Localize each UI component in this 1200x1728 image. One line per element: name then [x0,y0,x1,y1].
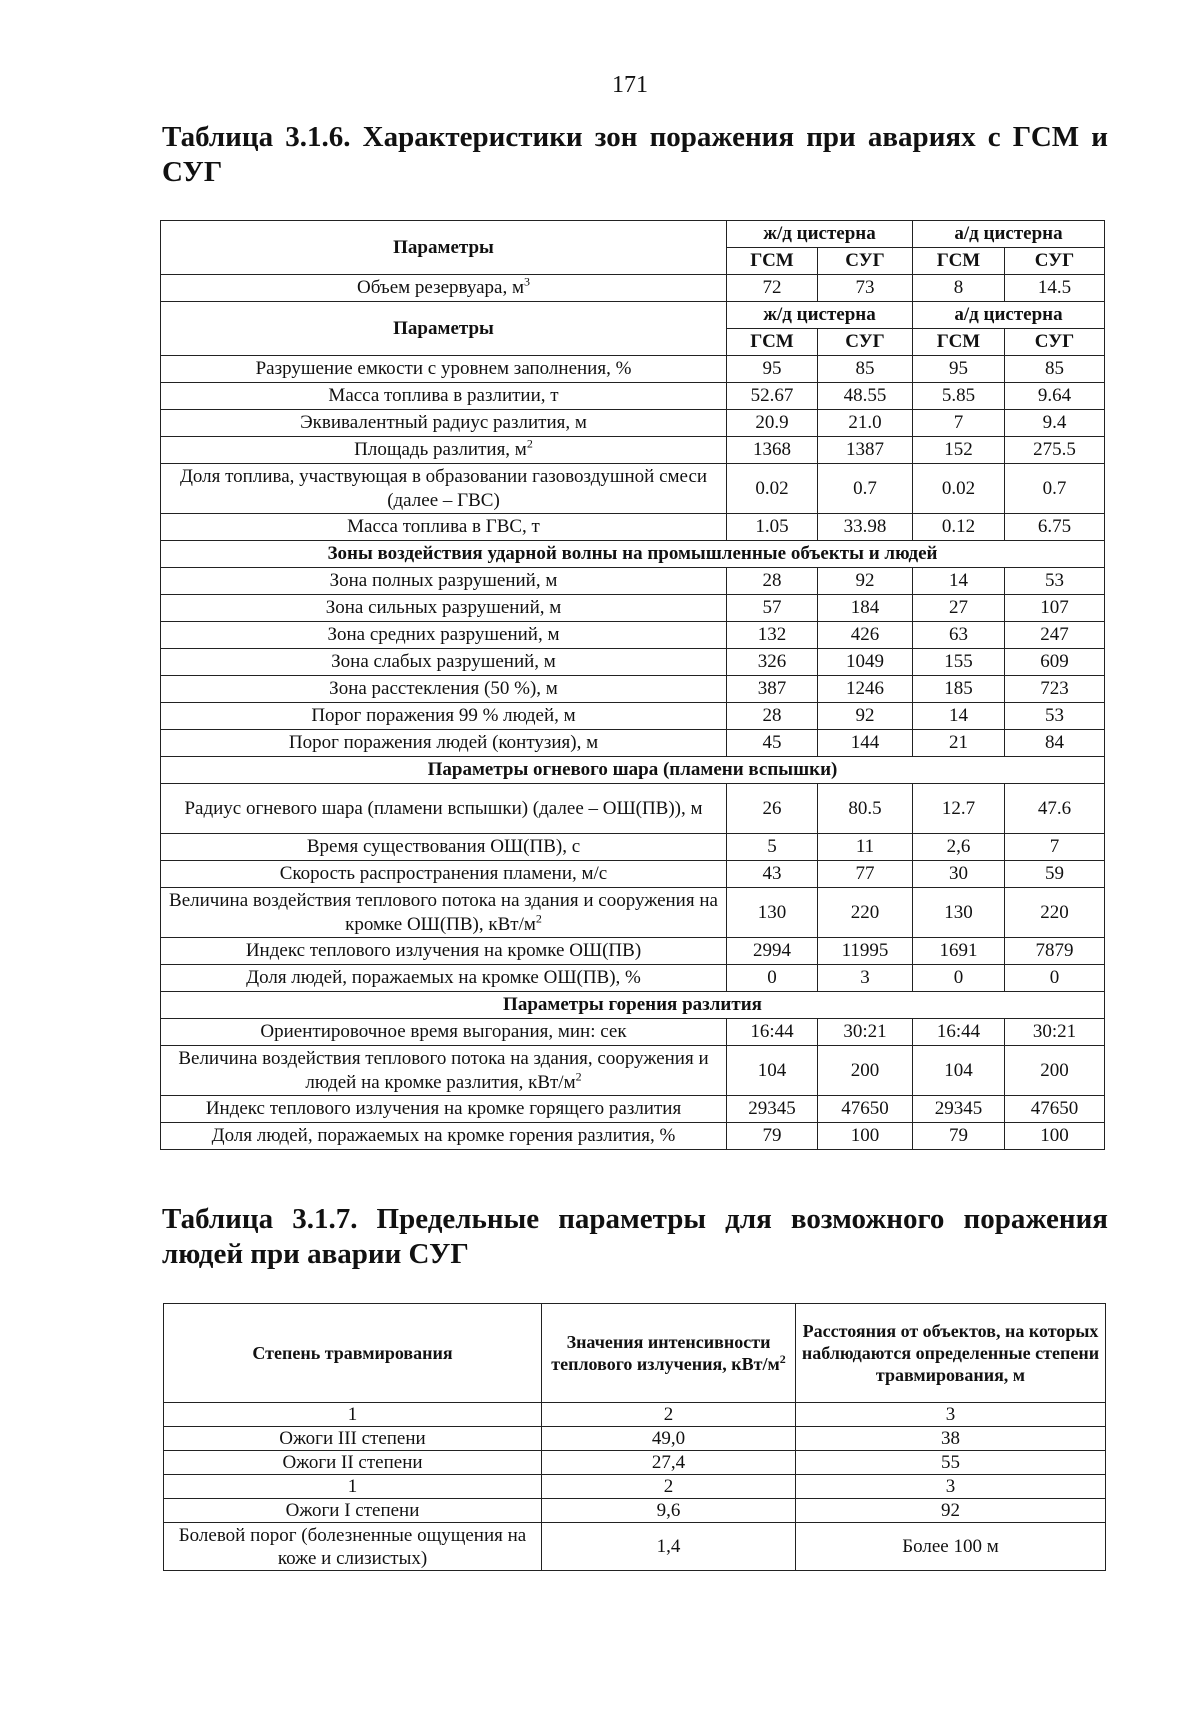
param-value: 200 [1005,1046,1105,1096]
volume-value: 72 [727,275,818,302]
param-label-text: Величина воздействия теплового потока на здания и сооружения на кромке ОШ(ПВ), кВт/м [169,889,718,935]
distance-value: 55 [796,1451,1106,1475]
param-value: 47650 [1005,1096,1105,1123]
table-row [164,1475,1106,1499]
table-row [161,1123,1105,1150]
param-value: 5 [727,834,818,861]
params-header: Параметры [161,221,727,275]
rail-tank-header: ж/д цистерна [727,302,913,329]
radiation-intensity-header-text: Значения интенсивности теплового излучения, кВт/м [551,1332,780,1374]
param-value: 130 [727,888,818,938]
table-row [161,383,1105,410]
table-row [161,275,1105,302]
table-row [161,861,1105,888]
injury-limits-table [163,1303,1106,1571]
param-value: 220 [818,888,913,938]
param-value: 30:21 [1005,1019,1105,1046]
section-shockwave: Зоны воздействия ударной волны на промышленные объекты и людей [161,541,1105,568]
volume-label-text: Объем резервуара, м [356,277,524,298]
table-row [161,992,1105,1019]
table-row [164,1499,1106,1523]
param-value: 12.7 [913,784,1005,834]
param-value: 95 [727,356,818,383]
param-value: 47650 [818,1096,913,1123]
table-row [161,834,1105,861]
table-row [161,464,1105,514]
distance-value: 92 [796,1499,1106,1523]
intensity-value: 9,6 [542,1499,796,1523]
distance-value: 3 [796,1475,1106,1499]
param-value: 20.9 [727,410,818,437]
road-tank-header: а/д цистерна [913,302,1105,329]
param-value: 104 [727,1046,818,1096]
param-label: Индекс теплового излучения на кромке горящего разлития [161,1096,727,1123]
param-label: Зона средних разрушений, м [161,622,727,649]
param-label: Индекс теплового излучения на кромке ОШ(ПВ) [161,938,727,965]
param-value: 100 [1005,1123,1105,1150]
param-value: 33.98 [818,514,913,541]
param-value: 185 [913,676,1005,703]
param-value: 0 [727,965,818,992]
param-value: 48.55 [818,383,913,410]
table-row [164,1427,1106,1451]
param-value: 59 [1005,861,1105,888]
param-label: Доля людей, поражаемых на кромке горения разлития, % [161,1123,727,1150]
param-value: 275.5 [1005,437,1105,464]
param-value: 28 [727,568,818,595]
sug-column-header: СУГ [818,329,913,356]
param-value: 387 [727,676,818,703]
param-value: 1246 [818,676,913,703]
param-value: 95 [913,356,1005,383]
param-value: 152 [913,437,1005,464]
param-value: 28 [727,703,818,730]
param-value: 1387 [818,437,913,464]
param-value: 9.4 [1005,410,1105,437]
param-value: 220 [1005,888,1105,938]
param-value: 3 [818,965,913,992]
param-label: Зона сильных разрушений, м [161,595,727,622]
param-value: 0.12 [913,514,1005,541]
param-value: 14 [913,703,1005,730]
param-value: 92 [818,703,913,730]
param-value: 52.67 [727,383,818,410]
distance-value: Более 100 м [796,1523,1106,1571]
volume-value: 14.5 [1005,275,1105,302]
param-value: 723 [1005,676,1105,703]
table-row [161,676,1105,703]
param-label: Доля людей, поражаемых на кромке ОШ(ПВ), % [161,965,727,992]
param-value: 43 [727,861,818,888]
param-label: Эквивалентный радиус разлития, м [161,410,727,437]
param-value: 107 [1005,595,1105,622]
param-value: 21 [913,730,1005,757]
param-value: 0 [913,965,1005,992]
param-value: 7 [1005,834,1105,861]
table-row [161,541,1105,568]
param-value: 26 [727,784,818,834]
param-value: 85 [1005,356,1105,383]
param-label: Зона слабых разрушений, м [161,649,727,676]
param-value: 53 [1005,568,1105,595]
distance-header: Расстояния от объектов, на которых наблюдаются определенные степени травмирования, м [796,1304,1106,1403]
param-label: Порог поражения 99 % людей, м [161,703,727,730]
param-label: Порог поражения людей (контузия), м [161,730,727,757]
param-value: 426 [818,622,913,649]
param-value: 29345 [727,1096,818,1123]
table-row [161,730,1105,757]
sug-column-header: СУГ [1005,248,1105,275]
param-value: 184 [818,595,913,622]
gsm-column-header: ГСМ [913,248,1005,275]
param-value: 92 [818,568,913,595]
param-value: 200 [818,1046,913,1096]
intensity-value: 49,0 [542,1427,796,1451]
table-row [161,1046,1105,1096]
table-row [161,221,1105,248]
intensity-value: 2 [542,1403,796,1427]
param-value: 104 [913,1046,1005,1096]
param-label: Доля топлива, участвующая в образовании газовоздушной смеси (далее – ГВС) [161,464,727,514]
injury-degree: 1 [164,1403,542,1427]
param-label-unit-superscript: 2 [575,1069,582,1084]
param-value: 326 [727,649,818,676]
injury-degree: Ожоги I степени [164,1499,542,1523]
param-value: 30:21 [818,1019,913,1046]
param-value: 11 [818,834,913,861]
param-value: 7 [913,410,1005,437]
intensity-value: 27,4 [542,1451,796,1475]
table-row [161,965,1105,992]
table-row [161,514,1105,541]
param-label-unit-superscript: 2 [526,436,533,451]
param-value: 132 [727,622,818,649]
table1-title: Таблица 3.1.6. Характеристики зон поражения при авариях с ГСМ и СУГ [162,121,1108,188]
radiation-intensity-header [542,1304,796,1403]
param-value: 11995 [818,938,913,965]
param-value: 0.7 [818,464,913,514]
param-label [161,1046,727,1096]
param-value: 27 [913,595,1005,622]
param-label: Масса топлива в разлитии, т [161,383,727,410]
volume-label [161,275,727,302]
intensity-value: 2 [542,1475,796,1499]
hazard-zones-table [160,220,1105,1150]
param-value: 80.5 [818,784,913,834]
param-value: 1691 [913,938,1005,965]
injury-degree: Болевой порог (болезненные ощущения на коже и слизистых) [164,1523,542,1571]
table-row [161,1096,1105,1123]
param-value: 2994 [727,938,818,965]
param-value: 79 [913,1123,1005,1150]
param-value: 16:44 [727,1019,818,1046]
injury-degree: Ожоги III степени [164,1427,542,1451]
param-label-text: Величина воздействия теплового потока на здания, сооружения и людей на кромке разлития, кВт/м [178,1047,709,1093]
param-label: Зона полных разрушений, м [161,568,727,595]
param-value: 29345 [913,1096,1005,1123]
table-row [161,784,1105,834]
table-row [161,595,1105,622]
table-row [161,622,1105,649]
param-value: 16:44 [913,1019,1005,1046]
injury-degree: Ожоги II степени [164,1451,542,1475]
table-row [161,888,1105,938]
gsm-column-header: ГСМ [913,329,1005,356]
table-row [164,1403,1106,1427]
volume-value: 73 [818,275,913,302]
param-label: Время существования ОШ(ПВ), с [161,834,727,861]
param-value: 63 [913,622,1005,649]
table-row [161,568,1105,595]
param-value: 0.02 [913,464,1005,514]
param-value: 130 [913,888,1005,938]
gsm-column-header: ГСМ [727,329,818,356]
gsm-column-header: ГСМ [727,248,818,275]
params-header: Параметры [161,302,727,356]
param-value: 79 [727,1123,818,1150]
param-value: 1.05 [727,514,818,541]
table-row [161,302,1105,329]
sug-column-header: СУГ [818,248,913,275]
rail-tank-header: ж/д цистерна [727,221,913,248]
param-value: 57 [727,595,818,622]
injury-degree-header: Степень травмирования [164,1304,542,1403]
table-row [161,757,1105,784]
table-row [161,649,1105,676]
param-value: 100 [818,1123,913,1150]
param-value: 47.6 [1005,784,1105,834]
param-value: 45 [727,730,818,757]
table-row [161,410,1105,437]
param-value: 1049 [818,649,913,676]
page-number: 171 [612,72,648,98]
param-value: 247 [1005,622,1105,649]
param-value: 77 [818,861,913,888]
road-tank-header: а/д цистерна [913,221,1105,248]
param-value: 155 [913,649,1005,676]
param-value: 0.7 [1005,464,1105,514]
param-value: 1368 [727,437,818,464]
distance-value: 38 [796,1427,1106,1451]
table-row [161,938,1105,965]
param-label: Разрушение емкости с уровнем заполнения, % [161,356,727,383]
param-label [161,888,727,938]
param-value: 84 [1005,730,1105,757]
table-row [161,703,1105,730]
table-row [161,437,1105,464]
param-label: Зона расстекления (50 %), м [161,676,727,703]
param-label [161,437,727,464]
table-row [161,356,1105,383]
param-value: 144 [818,730,913,757]
radiation-intensity-header-unit-superscript: 2 [779,1352,786,1366]
table2-title: Таблица 3.1.7. Предельные параметры для возможного поражения людей при аварии СУГ [162,1203,1108,1270]
intensity-value: 1,4 [542,1523,796,1571]
distance-value: 3 [796,1403,1106,1427]
param-value: 609 [1005,649,1105,676]
param-value: 14 [913,568,1005,595]
param-value: 30 [913,861,1005,888]
volume-value: 8 [913,275,1005,302]
param-value: 6.75 [1005,514,1105,541]
param-value: 9.64 [1005,383,1105,410]
param-value: 0 [1005,965,1105,992]
section-spill-burning: Параметры горения разлития [161,992,1105,1019]
param-value: 0.02 [727,464,818,514]
param-label-text: Площадь разлития, м [354,439,527,460]
table-row [164,1304,1106,1403]
injury-degree: 1 [164,1475,542,1499]
sug-column-header: СУГ [1005,329,1105,356]
table-row [164,1451,1106,1475]
param-value: 21.0 [818,410,913,437]
param-value: 53 [1005,703,1105,730]
section-fireball: Параметры огневого шара (пламени вспышки) [161,757,1105,784]
param-value: 5.85 [913,383,1005,410]
param-label: Масса топлива в ГВС, т [161,514,727,541]
table-row [161,1019,1105,1046]
param-value: 2,6 [913,834,1005,861]
param-value: 7879 [1005,938,1105,965]
table-row [164,1523,1106,1571]
param-label-unit-superscript: 2 [535,911,542,926]
param-label: Ориентировочное время выгорания, мин: сек [161,1019,727,1046]
volume-label-unit-superscript: 3 [524,274,530,289]
param-value: 85 [818,356,913,383]
param-label: Скорость распространения пламени, м/с [161,861,727,888]
param-label: Радиус огневого шара (пламени вспышки) (далее – ОШ(ПВ)), м [161,784,727,834]
